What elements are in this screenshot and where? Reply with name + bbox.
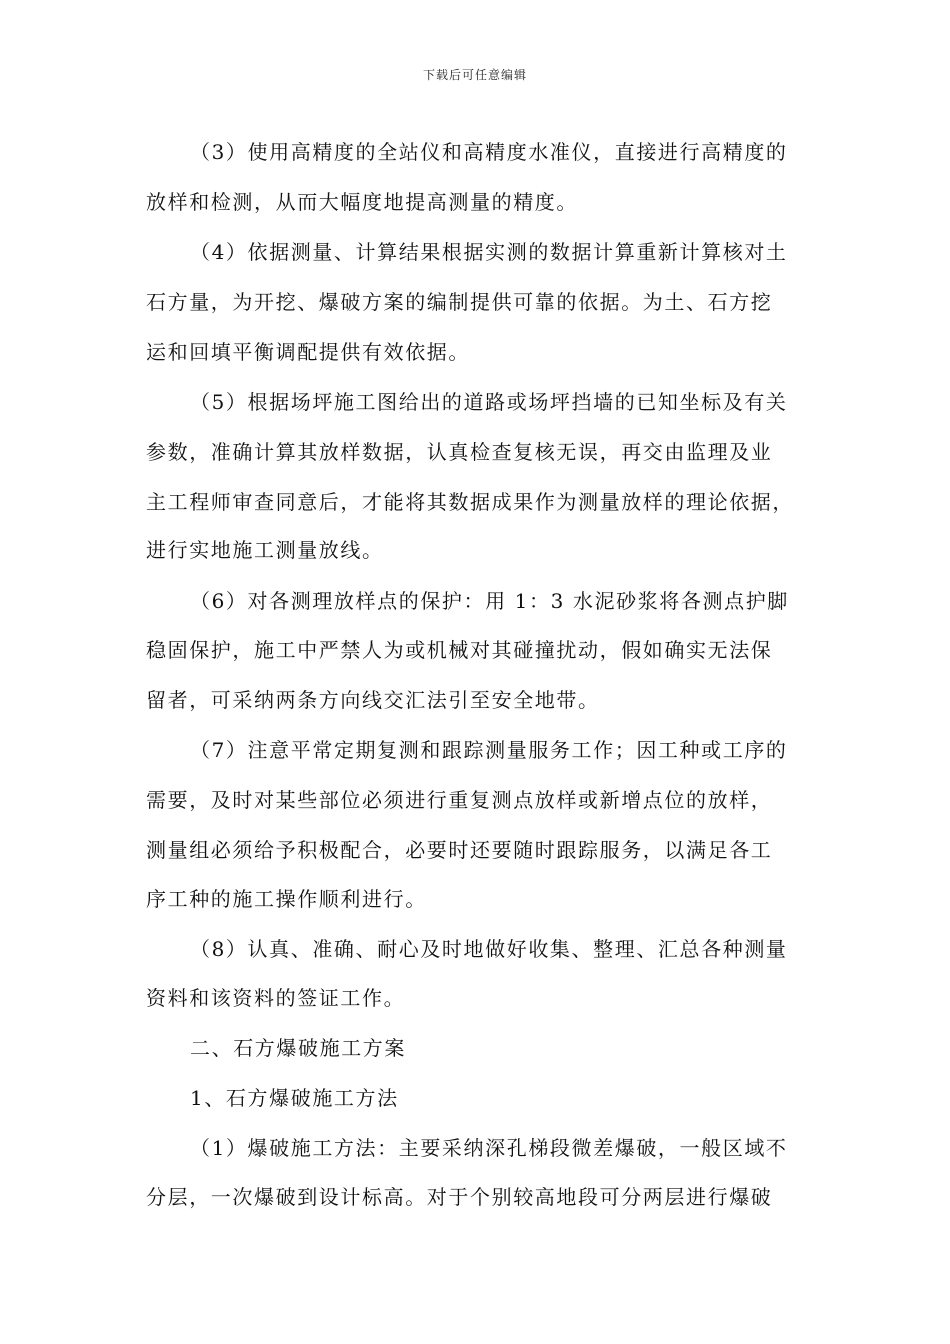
text-line-13: （7）注意平常定期复测和跟踪测量服务工作；因工种或工序的 bbox=[190, 738, 788, 762]
text-line-21: （1）爆破施工方法：主要采纳深孔梯段微差爆破，一般区域不 bbox=[190, 1136, 788, 1160]
text-line-9: 进行实地施工测量放线。 bbox=[146, 538, 384, 562]
text-line-15: 测量组必须给予积极配合，必要时还要随时跟踪服务，以满足各工 bbox=[146, 838, 773, 862]
text-line-22: 分层，一次爆破到设计标高。对于个别较高地段可分两层进行爆破 bbox=[146, 1185, 773, 1209]
text-line-6: （5）根据场坪施工图给出的道路或场坪挡墙的已知坐标及有关 bbox=[190, 390, 788, 414]
subsection-heading: 1、石方爆破施工方法 bbox=[190, 1086, 399, 1110]
text-line-3: （4）依据测量、计算结果根据实测的数据计算重新计算核对土 bbox=[190, 240, 788, 264]
text-line-18: 资料和该资料的签证工作。 bbox=[146, 986, 406, 1010]
text-line-11: 稳固保护，施工中严禁人为或机械对其碰撞扰动，假如确实无法保 bbox=[146, 638, 773, 662]
text-line-1: （3）使用高精度的全站仪和高精度水准仪，直接进行高精度的 bbox=[190, 140, 788, 164]
section-heading: 二、石方爆破施工方案 bbox=[190, 1036, 406, 1060]
text-line-4: 石方量，为开挖、爆破方案的编制提供可靠的依据。为土、石方挖 bbox=[146, 290, 773, 314]
text-line-7: 参数，准确计算其放样数据，认真检查复核无误，再交由监理及业 bbox=[146, 440, 773, 464]
text-line-2: 放样和检测，从而大幅度地提高测量的精度。 bbox=[146, 190, 578, 214]
text-line-16: 序工种的施工操作顺利进行。 bbox=[146, 887, 427, 911]
text-line-5: 运和回填平衡调配提供有效依据。 bbox=[146, 340, 470, 364]
text-line-10: （6）对各测理放样点的保护：用 1：3 水泥砂浆将各测点护脚 bbox=[190, 589, 789, 613]
text-line-17: （8）认真、准确、耐心及时地做好收集、整理、汇总各种测量 bbox=[190, 937, 788, 961]
text-line-14: 需要，及时对某些部位必须进行重复测点放样或新增点位的放样， bbox=[146, 788, 773, 812]
text-line-8: 主工程师审查同意后，才能将其数据成果作为测量放样的理论依据， bbox=[146, 490, 794, 514]
text-line-12: 留者，可采纳两条方向线交汇法引至安全地带。 bbox=[146, 688, 600, 712]
page-header: 下载后可任意编辑 bbox=[422, 68, 527, 82]
